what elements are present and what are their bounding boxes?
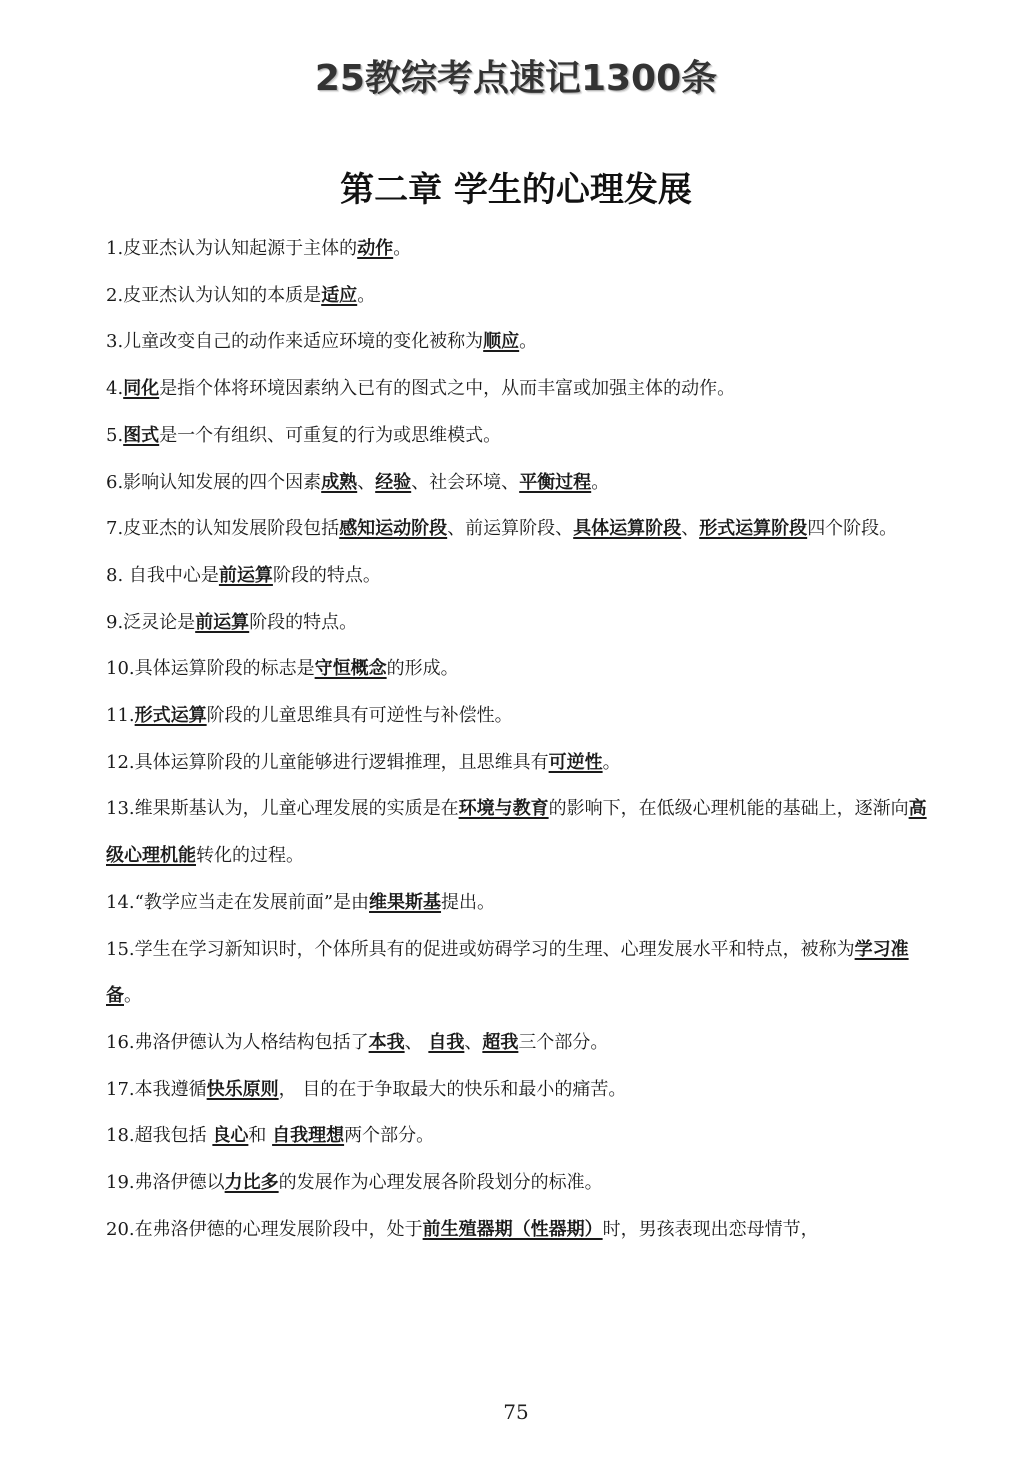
key-term: 自我 [428,1031,465,1053]
item-text: 是指个体将环境因素纳入已有的图式之中，从而丰富或加强主体的动作。 [159,378,736,400]
item-text: 14.“教学应当走在发展前面”是由 [106,891,370,913]
item-text: 12.具体运算阶段的儿童能够进行逻辑推理，且思维具有 [106,751,549,773]
list-item [106,460,932,507]
item-text: 15.学生在学习新知识时，个体所具有的促进或妨碍学习的生理、心理发展水平和特点，被称为 [106,938,855,960]
list-item [106,693,932,740]
key-term: 学习准备 [106,938,909,1007]
item-text: 两个部分。 [344,1125,435,1147]
list-item [106,319,932,366]
item-text: 8. 自我中心是 [106,564,219,586]
item-text: 、社会环境、 [411,471,520,493]
key-term: 同化 [123,378,160,400]
key-term: 前运算 [195,611,250,633]
item-text: 的影响下，在低级心理机能的基础上，逐渐向 [548,798,909,820]
item-text: 5. [106,424,124,446]
key-term: 具体运算阶段 [573,518,682,540]
item-text: 18.超我包括 [106,1125,213,1147]
item-text: 17.本我遵循 [106,1078,207,1100]
key-term: 力比多 [224,1172,279,1194]
item-text: 6.影响认知发展的四个因素 [106,471,322,493]
key-term: 环境与教育 [458,798,549,820]
chapter-title: 第二章 学生的心理发展 [340,170,692,210]
item-text: 16.弗洛伊德认为人格结构包括了 [106,1031,369,1053]
item-text: 19.弗洛伊德以 [106,1172,225,1194]
key-term: 超我 [482,1031,519,1053]
item-text: 7.皮亚杰的认知发展阶段包括 [106,518,340,540]
list-item [106,786,932,879]
list-item [106,927,932,1020]
key-term: 图式 [123,424,160,446]
list-item [106,880,932,927]
list-item [106,646,932,693]
item-text: 。 [591,471,610,493]
item-text: 11. [106,705,135,727]
list-item [106,506,932,553]
item-text: 和 [248,1125,273,1147]
item-text: 3.儿童改变自己的动作来适应环境的变化被称为 [106,331,484,353]
item-text: 、 [464,1031,483,1053]
key-term: 本我 [368,1031,405,1053]
item-text: 。 [357,284,376,306]
item-text: 。 [519,331,538,353]
list-item [106,553,932,600]
list-item [106,413,932,460]
item-text: 阶段的儿童思维具有可逆性与补偿性。 [206,705,513,727]
key-term: 维果斯基 [369,891,442,913]
item-text: 提出。 [441,891,496,913]
key-term: 高级心理机能 [106,798,927,867]
key-term: 适应 [321,284,358,306]
key-term: 守恒概念 [314,658,387,680]
key-term: 顺应 [483,331,520,353]
list-item [106,740,932,787]
item-text: ， 目的在于争取最大的快乐和最小的痛苦。 [278,1078,627,1100]
list-item [106,1067,932,1114]
item-text: 。 [602,751,621,773]
key-term: 自我理想 [272,1125,345,1147]
list-item [106,366,932,413]
item-text: 、 [357,471,376,493]
key-term: 感知运动阶段 [339,518,448,540]
list-item [106,1113,932,1160]
list-item [106,600,932,647]
key-term: 形式运算阶段 [699,518,808,540]
item-text: 2.皮亚杰认为认知的本质是 [106,284,322,306]
key-term: 良心 [212,1125,249,1147]
item-text: 20.在弗洛伊德的心理发展阶段中，处于 [106,1218,423,1240]
item-text: 。 [124,985,142,1007]
list-item [106,226,932,273]
item-text: 的发展作为心理发展各阶段划分的标准。 [278,1172,603,1194]
item-text: 是一个有组织、可重复的行为或思维模式。 [159,424,502,446]
key-term: 前运算 [218,564,273,586]
item-text: 阶段的特点。 [272,564,381,586]
key-term: 快乐原则 [206,1078,279,1100]
item-text: 、 [404,1031,429,1053]
key-term: 形式运算 [134,705,207,727]
item-text: 时，男孩表现出恋母情节， [602,1218,819,1240]
item-text: 4. [106,378,124,400]
key-term: 动作 [357,238,394,259]
item-text: 、前运算阶段、 [447,518,574,540]
item-text: 1.皮亚杰认为认知起源于主体的 [106,238,358,259]
item-text: 转化的过程。 [196,845,304,867]
item-text: 9.泛灵论是 [106,611,196,633]
item-text: 四个阶段。 [807,518,898,540]
item-text: 10.具体运算阶段的标志是 [106,658,315,680]
list-item [106,1020,932,1067]
key-term: 可逆性 [548,751,603,773]
key-term: 前生殖器期（性器期） [422,1218,603,1240]
list-item [106,1160,932,1207]
page-number: 75 [503,1400,529,1424]
key-term: 经验 [375,471,412,493]
item-text: 、 [681,518,700,540]
key-term: 平衡过程 [519,471,592,493]
item-text: 三个部分。 [518,1031,609,1053]
item-text: 阶段的特点。 [249,611,358,633]
item-text: 。 [393,238,412,259]
item-text: 的形成。 [386,658,459,680]
key-term: 成熟 [321,471,358,493]
item-text: 13.维果斯基认为，儿童心理发展的实质是在 [106,798,459,820]
list-item [106,1207,932,1254]
knowledge-point-list [106,226,932,1253]
header-title: 25教综考点速记1300条 [314,58,718,99]
list-item [106,273,932,320]
